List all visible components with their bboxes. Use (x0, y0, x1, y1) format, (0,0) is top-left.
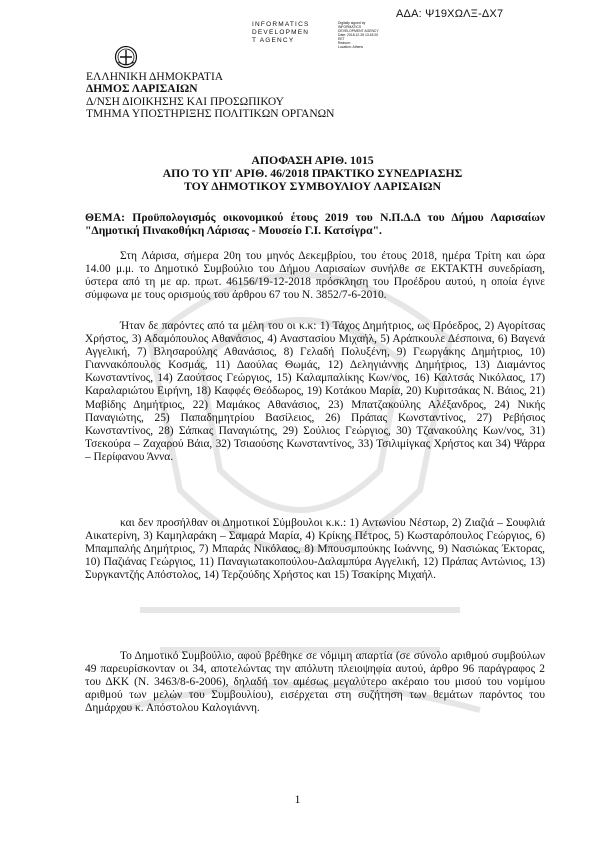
digital-signature-stamp (252, 21, 452, 47)
signature-line: EET (338, 37, 345, 41)
org-directorate: Δ/ΝΣΗ ΔΙΟΙΚΗΣΗΣ ΚΑΙ ΠΡΟΣΩΠΙΚΟΥ (86, 95, 284, 108)
ada-code: ΑΔΑ: Ψ19ΧΩΛΞ-ΔΧ7 (396, 8, 504, 20)
council-title: ΤΟΥ ΔΗΜΟΤΙΚΟΥ ΣΥΜΒΟΥΛΙΟΥ ΛΑΡΙΣΑΙΩΝ (183, 179, 442, 193)
signature-line: Date: 2018.12.28 13:18:20 (338, 33, 379, 37)
subject-line: ΘΕΜΑ: Προϋπολογισμός οικονομικού έτους 2019 του Ν.Π.Δ.Δ του Δήμου Λαρισαίων "Δημοτική Πινακοθήκη Λάρισας - Μουσείο Γ.Ι. Κατσίγρα". (85, 211, 545, 238)
decision-title: ΑΠΟΦΑΣΗ ΑΡΙΘ. 1015 (251, 153, 374, 167)
signature-line: Reason: (338, 41, 351, 45)
signature-line: Location: Athens (338, 45, 364, 49)
logo-line: DEVELOPMEN (252, 29, 310, 36)
signature-line: DEVELOPMENT AGENCY (338, 29, 379, 33)
logo-line: T AGENCY (252, 37, 295, 44)
org-country: ΕΛΛΗΝΙΚΗ ΔΗΜΟΚΡΑΤΙΑ (86, 71, 224, 83)
paragraph-quorum: Το Δημοτικό Συμβούλιο, αφού βρέθηκε σε νόμιμη απαρτία (σε σύνολο αριθμού συμβούλων 49 παρευρίσκονταν οι 34, αποτελώντας την απόλυτη πλειοψηφία αυτού, άρθρο 96 παράγραφος 2 του ΔΚΚ (Ν. 3463/8-6-2006), δηλαδή τον αμέσως μεγαλύτερο ακέραιο του μισού του νομίμου αριθμού των μελών του Συμβουλίου), εισέρχεται στη συζήτηση των θεμάτων παρόντος του Δημάρχου κ. Απόστολου Καλογιάννη. (85, 650, 545, 715)
greek-emblem-icon (114, 45, 138, 69)
logo-line: INFORMATICS (252, 21, 310, 28)
signature-line: Digitally signed by (338, 21, 366, 25)
paragraph-absent: και δεν προσήλθαν οι Δημοτικοί Σύμβουλοι κ.κ.: 1) Αντωνίου Νέστωρ, 2) Ζιαζιά – Σουφλιά Αικατερίνη, 3) Καμηλαράκη – Σαμαρά Μαρία, 4) Κρίκης Πέτρος, 5) Κωσταρόπουλος Γεώργιος, 6) Μπαμπαλής Δημήτριος, 7) Μπαράς Νικόλαος, 8) Μπουσμπούκης Ιωάννης, 9) Νασιώκας Έκτορας, 10) Παζιάνας Γεώργιος, 11) Παναγιωτακοπούλου-Δαλαμπύρα Αγγελική, 12) Πράπας Αντώνιος, 13) Συργκαντζής Απόστολος, 14) Τερζούδης Χρήστος και 15) Τσακίρης Μιχαήλ. (85, 517, 545, 582)
minutes-title: ΑΠΟ ΤΟ ΥΠ' ΑΡΙΘ. 46/2018 ΠΡΑΚΤΙΚΟ ΣΥΝΕΔΡΙΑΣΗΣ (162, 166, 463, 180)
signature-line: INFORMATICS (338, 25, 362, 29)
page-number: 1 (294, 792, 301, 806)
paragraph-session: Στη Λάρισα, σήμερα 20η του μηνός Δεκεμβρίου, του έτους 2018, ημέρα Τρίτη και ώρα 14.00 μ.μ. το Δημοτικό Συμβούλιο του Δήμου Λαρισαίων συνήλθε σε ΕΚΤΑΚΤΗ συνεδρίαση, ύστερα από τη με αρ. πρωτ. 46156/19-12-2018 πρόσκληση του Προέδρου αυτού, η οποία έγινε σύμφωνα με τους ορισμούς του άρθρου 67 του Ν. 3852/7-6-2010. (85, 250, 545, 302)
org-department: ΤΜΗΜΑ ΥΠΟΣΤΗΡΙΞΗΣ ΠΟΛΙΤΙΚΩΝ ΟΡΓΑΝΩΝ (86, 107, 335, 120)
paragraph-present: Ήταν δε παρόντες από τα μέλη του οι κ.κ: 1) Τάχος Δημήτριος, ως Πρόεδρος, 2) Αγορίτσας Χρήστος, 3) Αδαμόπουλος Αθανάσιος, 4) Αναστασίου Μιχαήλ, 5) Αράπκουλε Δέσποινα, 6) Βαγενά Αγγελική, 7) Βλησαρούλης Αθανάσιος, 8) Γελαδή Πολυξένη, 9) Γεωργάκης Δημήτριος, 10) Γιαννακόπουλος Κοσμάς, 11) Δαούλας Θωμάς, 12) Δεληγιάννης Δημήτριος, 13) Διαμάντος Κωνσταντίνος, 14) Ζαούτσος Γεώργιος, 15) Καλαμπαλίκης Κων/νος, 16) Καλτσάς Νικόλαος, 17) Καραλαριώτου Ειρήνη, 18) Καφφές Θεόδωρος, 19) Κοτάκου Μαρία, 20) Κυριτσάκας Ν. Βάιος, 21) Μαβίδης Δημήτριος, 22) Μαμάκος Αθανάσιος, 23) Μπατζακούλης Αλέξανδρος, 24) Νικής Παναγιώτης, 25) Παπαδημητρίου Βασίλειος, 26) Πράπας Κωνσταντίνος, 27) Ρεβήσιος Κωνσταντίνος, 28) Σάπκας Παναγιώτης, 29) Σούλιος Γεώργιος, 30) Τζανακούλης Κων/νος, 31) Τσεκούρα – Ζαχαρού Βάια, 32) Τσιαούσης Κωνσταντίνος, 33) Τσιλιμίγκας Χρήστος και 34) Ψάρρα – Περίφανου Άννα. (85, 320, 545, 463)
org-municipality: ΔΗΜΟΣ ΛΑΡΙΣΑΙΩΝ (86, 83, 198, 96)
organization-header (86, 71, 334, 120)
